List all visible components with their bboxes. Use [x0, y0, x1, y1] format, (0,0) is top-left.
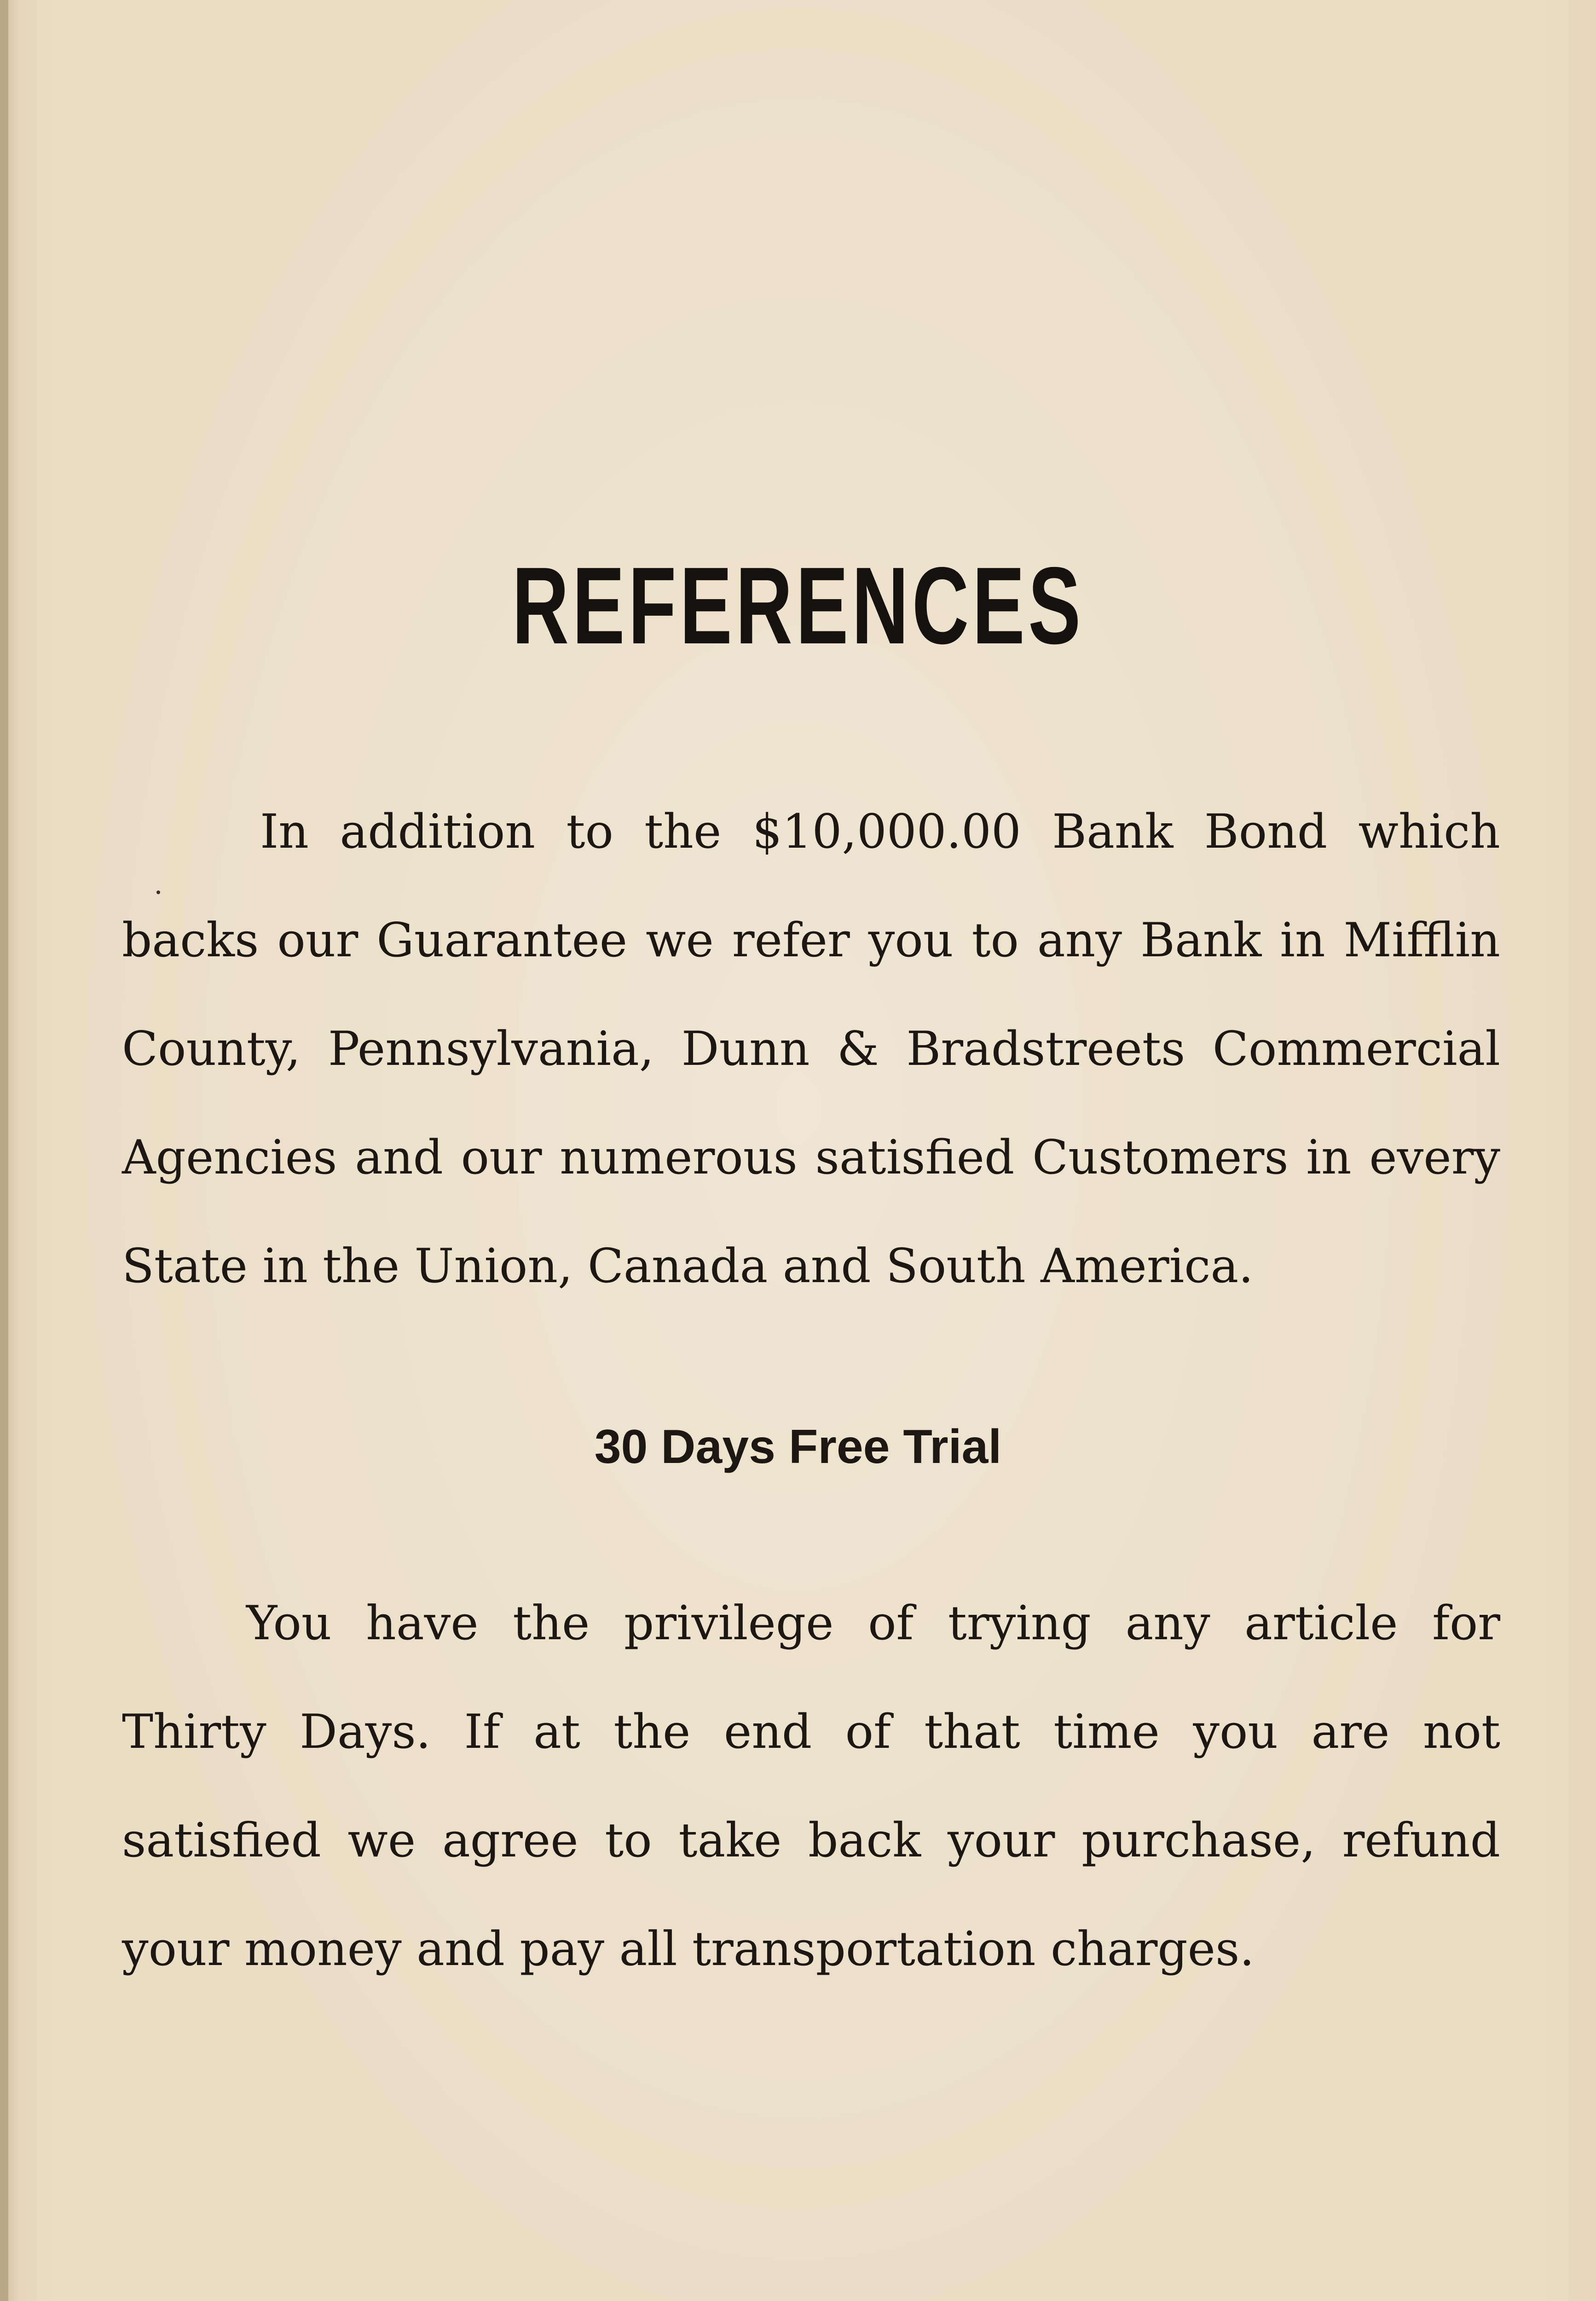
page-binding-edge [0, 0, 8, 2301]
page-heading: REFERENCES [512, 545, 1084, 667]
free-trial-subheading: 30 Days Free Trial [594, 1420, 1002, 1474]
references-paragraph: In addition to the $10,000.00 Bank Bond which backs our Guarantee we refer you to any Bank in Mifflin County, Pennsylvania, Dunn & Bradstreets Commercial Agencies and our numerous satisfied Customers in every State in the Union, Canada and South America. [122, 804, 1500, 1294]
free-trial-paragraph: You have the privilege of trying any article for Thirty Days. If at the end of that time you are not satisfied we agree to take back your purchase, refund your money and pay all transportation charges. [122, 1596, 1500, 1977]
ink-speck [156, 890, 160, 894]
